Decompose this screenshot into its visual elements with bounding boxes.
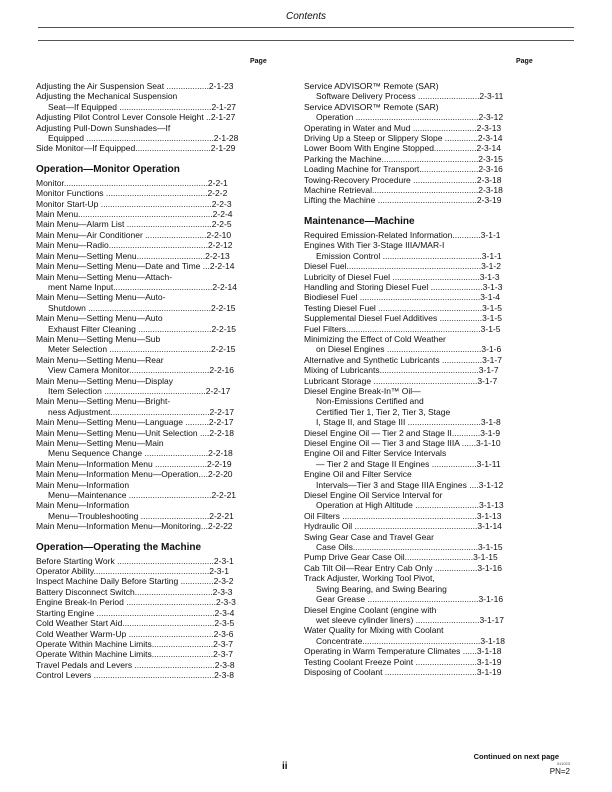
toc-entry: Testing Coolant Freeze Point ..........................3-1-19 — [304, 656, 502, 667]
toc-entry: Main Menu—Setting Menu—Sub — [36, 333, 161, 344]
toc-entry: Diesel Engine Break-In™ Oil— — [304, 385, 421, 396]
toc-entry: Main Menu—Information Menu—Monitoring...2-2-22 — [36, 521, 233, 532]
toc-entry: Emission Control ..........................................3-1-1 — [316, 250, 502, 261]
toc-entry: Main Menu—Information Menu ......................2-2-19 — [36, 458, 232, 469]
toc-entry: Shutdown ....................................................2-2-15 — [48, 302, 236, 313]
toc-entry: Operate Within Machine Limits..........................2-3-7 — [36, 638, 233, 649]
toc-entry: wet sleeve cylinder liners) ...........................3-1-17 — [316, 614, 505, 625]
continued-note: Continued on next page — [473, 752, 559, 761]
header-rule-bottom — [38, 40, 574, 41]
toc-entry: Monitor.............................................................2-2-1 — [36, 177, 228, 188]
toc-entry: Disposing of Coolant .......................................3-1-19 — [304, 666, 502, 677]
toc-entry: Starting Engine ..................................................2-3-4 — [36, 607, 235, 618]
toc-entry: Operate Within Machine Limits..........................2-3-7 — [36, 649, 233, 660]
toc-entry: Lifting the Machine ..........................................2-3-19 — [304, 195, 502, 206]
toc-entry: Main Menu—Alarm List ....................................2-2-5 — [36, 219, 232, 230]
toc-entry: Water Quality for Mixing with Coolant — [304, 625, 444, 636]
toc-entry: Exhaust Filter Cleaning ...............................2-2-15 — [48, 323, 237, 334]
toc-entry: Non-Emissions Certified and — [316, 396, 424, 407]
toc-entry: Engine Break-In Period ......................................2-3-3 — [36, 597, 236, 608]
toc-entry: Main Menu—Setting Menu—Rear — [36, 354, 164, 365]
toc-entry: Side Monitor—If Equipped................................2-1-29 — [36, 143, 236, 154]
toc-entry: Intervals—Tier 3 and Stage IIIA Engines ....3-1-12 — [316, 479, 504, 490]
toc-entry: Engines With Tier 3-Stage IIIA/MAR-I — [304, 240, 445, 251]
toc-entry: — Tier 2 and Stage II Engines ...................3-1-11 — [316, 458, 501, 469]
toc-entry: Adjusting Pull-Down Sunshades—If — [36, 122, 171, 133]
toc-entry: I, Stage II, and Stage III ...............................3-1-8 — [316, 417, 501, 428]
toc-entry: Engine Oil and Filter Service — [304, 469, 412, 480]
header-rule-top — [38, 27, 574, 28]
toc-entry: Minimizing the Effect of Cold Weather — [304, 333, 446, 344]
toc-entry: Before Starting Work .........................................2-3-1 — [36, 555, 234, 566]
toc-entry: Engine Oil and Filter Service Intervals — [304, 448, 447, 459]
toc-entry: Testing Diesel Fuel ............................................3-1-5 — [304, 302, 502, 313]
toc-entry: Machine Retrieval.............................................2-3-18 — [304, 185, 503, 196]
toc-entry: Service ADVISOR™ Remote (SAR) — [304, 101, 439, 112]
toc-entry: Main Menu—Setting Menu—Attach- — [36, 271, 173, 282]
toc-entry: Software Delivery Process ..........................2-3-11 — [316, 91, 504, 102]
toc-entry: Biodiesel Fuel ...................................................3-1-4 — [304, 292, 501, 303]
toc-entry: Main Menu—Information Menu—Operation....2-2-20 — [36, 469, 233, 480]
toc-entry: Handling and Storing Diesel Fuel ......................3-1-3 — [304, 281, 503, 292]
toc-entry: Diesel Engine Oil Service Interval for — [304, 490, 443, 501]
toc-entry: Adjusting the Mechanical Suspension — [36, 91, 178, 102]
right-page-label: Page — [516, 58, 533, 65]
toc-entry: Alternative and Synthetic Lubricants .................3-1-7 — [304, 354, 502, 365]
toc-section-heading: Maintenance—Machine — [304, 215, 415, 227]
toc-entry: Main Menu—Setting Menu—Date and Time ...2-2-14 — [36, 261, 235, 272]
toc-entry: Case Oils.....................................................3-1-15 — [316, 542, 503, 553]
toc-entry: Lubricity of Diesel Fuel .....................................3-1-3 — [304, 271, 500, 282]
toc-entry: Main Menu—Setting Menu.............................2-2-13 — [36, 250, 230, 261]
toc-entry: ment Name Input..........................................2-2-14 — [48, 281, 237, 292]
toc-entry: Main Menu—Setting Menu—Auto- — [36, 292, 166, 303]
page-number: ii — [282, 761, 288, 772]
toc-entry: Main Menu—Setting Menu—Display — [36, 375, 174, 386]
toc-entry: Operating in Warm Temperature Climates ......3-1-18 — [304, 646, 502, 657]
toc-entry: Meter Selection ...........................................2-2-15 — [48, 344, 236, 355]
toc-column-left — [36, 81, 268, 681]
header-title: Contents — [285, 11, 327, 22]
toc-entry: Operation at High Altitude ...........................3-1-13 — [316, 500, 504, 511]
toc-entry: Main Menu—Setting Menu—Main — [36, 438, 164, 448]
toc-entry: Track Adjuster, Working Tool Pivot, — [304, 573, 435, 584]
toc-section-heading: Operation—Monitor Operation — [36, 163, 180, 175]
toc-entry: Main Menu—Air Conditioner ..........................2-2-10 — [36, 229, 232, 240]
toc-entry: Swing Bearing, and Swing Bearing — [316, 583, 447, 594]
toc-entry: Loading Machine for Transport.........................2-3-16 — [304, 164, 503, 175]
toc-entry: Adjusting Pilot Control Lever Console Height ..2-1-27 — [36, 112, 236, 123]
toc-entry: Operating in Water and Mud ...........................2-3-13 — [304, 122, 502, 133]
toc-entry: Main Menu—Information — [36, 500, 130, 511]
toc-entry: Main Menu—Setting Menu—Language ..........2-2-17 — [36, 417, 234, 428]
toc-entry: Main Menu—Setting Menu—Bright- — [36, 396, 171, 407]
toc-entry: Fuel Filters.........................................................3-1-5 — [304, 323, 501, 334]
toc-entry: Cold Weather Start Aid.......................................2-3-5 — [36, 618, 235, 629]
toc-entry: Adjusting the Air Suspension Seat ..................2-1-23 — [36, 81, 234, 91]
toc-entry: Cab Tilt Oil—Rear Entry Cab Only ..................3-1-16 — [304, 562, 502, 573]
toc-entry: Main Menu—Setting Menu—Unit Selection ....2-2-18 — [36, 427, 234, 438]
toc-entry: ness Adjustment..........................................2-2-17 — [48, 406, 235, 417]
toc-entry: Battery Disconnect Switch.................................2-3-3 — [36, 586, 233, 597]
toc-column-right — [304, 81, 566, 677]
toc-entry: Control Levers ...................................................2-3-8 — [36, 670, 234, 681]
toc-entry: Hydraulic Oil ....................................................3-1-14 — [304, 521, 502, 532]
left-page-label: Page — [250, 58, 267, 65]
toc-entry: Main Menu—Information — [36, 479, 130, 490]
toc-entry: Required Emission-Related Information............3-1-1 — [304, 229, 501, 240]
toc-entry: on Diesel Engines ........................................3-1-6 — [316, 344, 502, 355]
toc-entry: Operation ....................................................2-3-12 — [316, 112, 504, 123]
toc-entry: Driving Up a Steep or Slippery Slope ..............2-3-14 — [304, 133, 503, 144]
toc-entry: Inspect Machine Daily Before Starting ..............2-3-2 — [36, 576, 234, 587]
toc-entry: Diesel Engine Coolant (engine with — [304, 604, 437, 615]
toc-entry: Monitor Functions ...........................................2-2-2 — [36, 188, 228, 199]
toc-entry: Monitor Start-Up ...............................................2-2-3 — [36, 198, 232, 209]
toc-entry: Oil Filters .........................................................3-1-13 — [304, 510, 502, 521]
toc-section-heading: Operation—Operating the Machine — [36, 541, 202, 553]
toc-entry: Operator Ability.................................................2-3-1 — [36, 566, 230, 577]
toc-entry: View Camera Monitor..................................2-2-16 — [48, 365, 234, 376]
toc-entry: Parking the Machine.........................................2-3-15 — [304, 153, 503, 164]
toc-entry: Swing Gear Case and Travel Gear — [304, 531, 434, 542]
toc-entry: Diesel Engine Oil — Tier 3 and Stage IIIA ......3-1-10 — [304, 438, 501, 448]
document-code: 011023 — [556, 761, 570, 766]
toc-entry: Equipped ......................................................2-1-28 — [48, 133, 239, 144]
toc-entry: Concentrate..................................................3-1-18 — [316, 635, 505, 646]
toc-entry: Cold Weather Warm-Up ....................................2-3-6 — [36, 628, 234, 639]
toc-entry: Main Menu—Setting Menu—Auto — [36, 313, 163, 324]
toc-entry: Pump Drive Gear Case Oil.............................3-1-15 — [304, 552, 498, 563]
toc-entry: Seat—If Equipped .......................................2-1-27 — [48, 101, 237, 112]
toc-entry: Travel Pedals and Levers ..................................2-3-8 — [36, 659, 235, 670]
toc-entry: Menu Sequence Change ...........................2-2-18 — [48, 448, 233, 459]
toc-entry: Item Selection ...........................................2-2-17 — [48, 385, 231, 396]
toc-entry: Lubricant Storage ............................................3-1-7 — [304, 375, 498, 386]
toc-entry: Mixing of Lubricants..........................................3-1-7 — [304, 365, 499, 376]
toc-entry: Diesel Engine Oil — Tier 2 and Stage II............3-1-9 — [304, 427, 501, 438]
toc-entry: Service ADVISOR™ Remote (SAR) — [304, 81, 439, 91]
toc-entry: Towing-Recovery Procedure ...........................2-3-18 — [304, 174, 502, 185]
toc-entry: Gear Grease ...............................................3-1-16 — [316, 594, 504, 605]
toc-entry: Menu—Maintenance ...................................2-2-21 — [48, 490, 237, 501]
toc-entry: Main Menu—Radio..........................................2-2-12 — [36, 240, 233, 251]
pn-number: PN=2 — [549, 767, 570, 776]
toc-entry: Main Menu.........................................................2-2-4 — [36, 209, 233, 220]
toc-entry: Certified Tier 1, Tier 2, Tier 3, Stage — [316, 406, 451, 417]
toc-entry: Supplemental Diesel Fuel Additives ..................3-1-5 — [304, 313, 502, 324]
toc-entry: Lower Boom With Engine Stopped..................2-3-14 — [304, 143, 502, 154]
toc-entry: Diesel Fuel.........................................................3-1-2 — [304, 261, 501, 272]
toc-entry: Menu—Troubleshooting .............................2-2-21 — [48, 510, 234, 521]
